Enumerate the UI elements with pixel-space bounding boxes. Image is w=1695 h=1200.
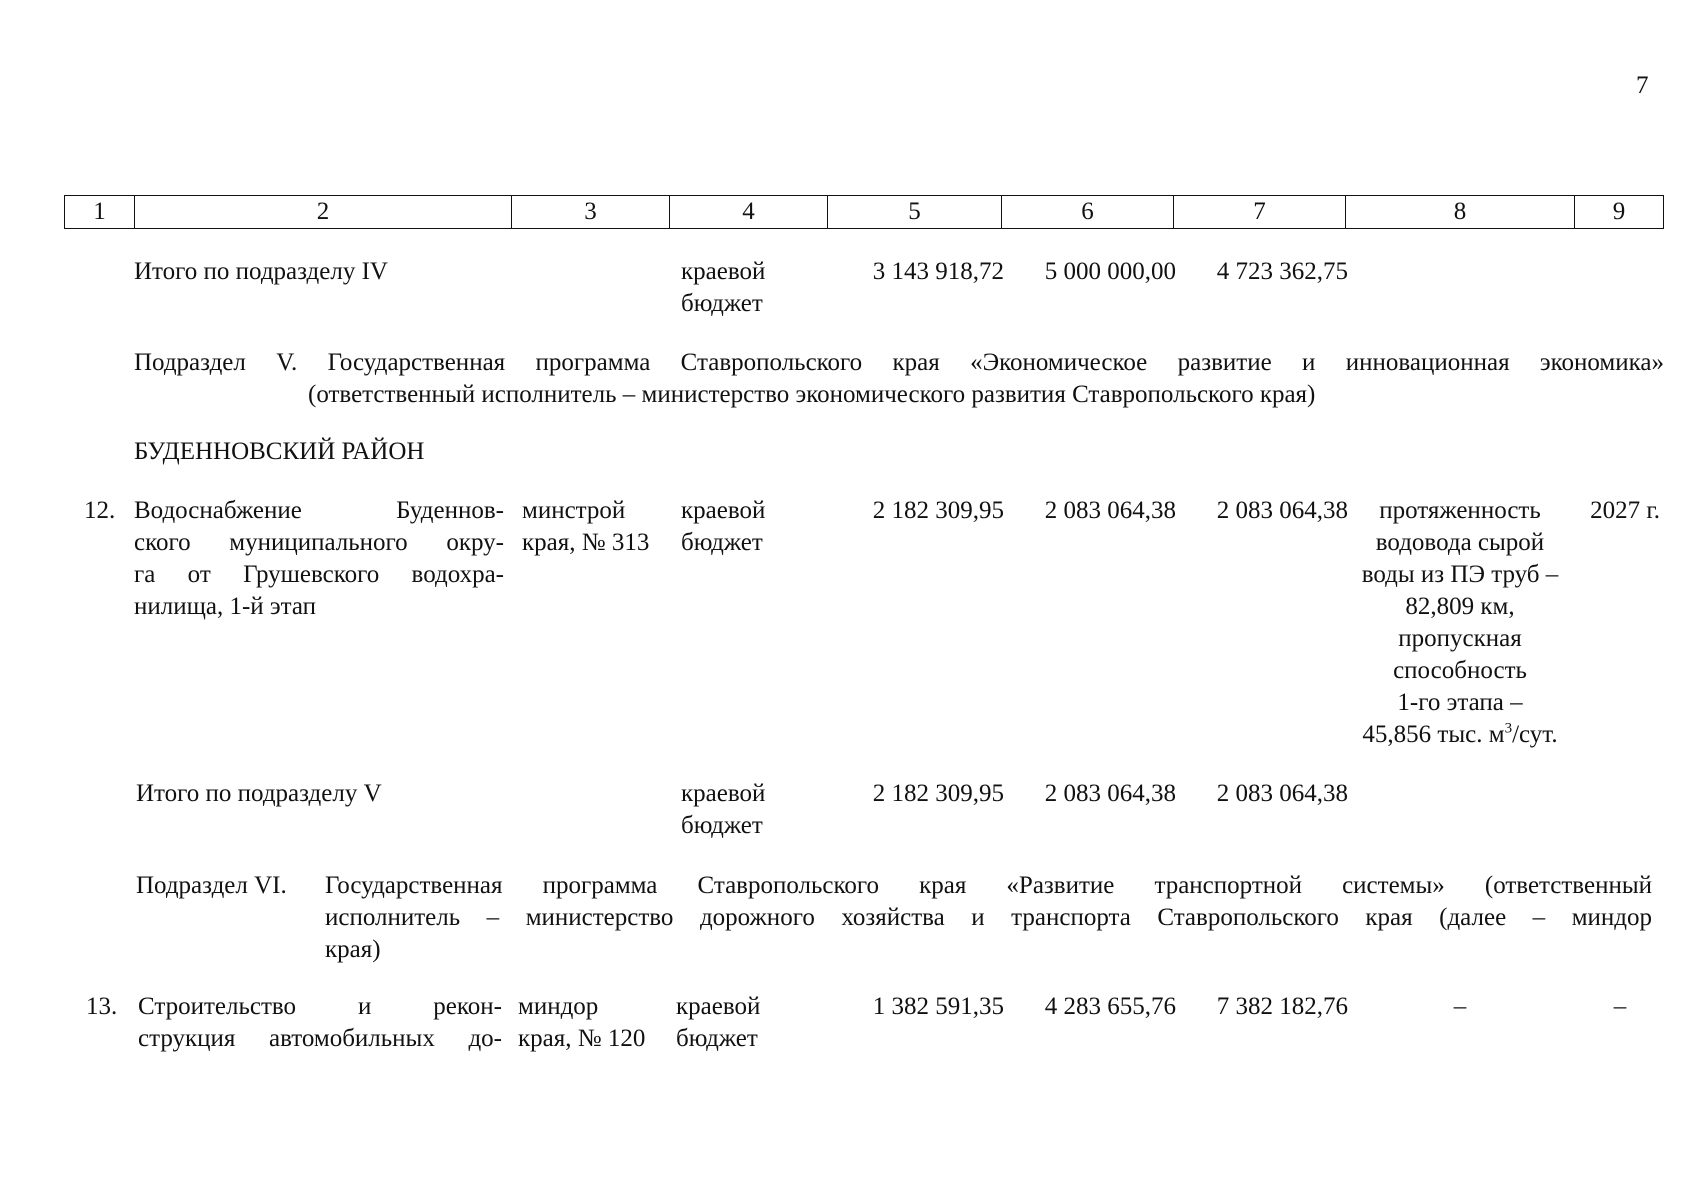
row13-number: 13.: [86, 993, 118, 1020]
row12-capacity-line8: [1340, 719, 1580, 751]
row13-customer-line1: миндор: [518, 993, 599, 1020]
row12-capacity-line2: водовода сырой: [1375, 529, 1545, 556]
district-heading: БУДЕННОВСКИЙ РАЙОН: [134, 438, 425, 465]
row12-source-1: краевой: [681, 497, 766, 524]
subsection-vi-line1: Государственная программа Ставропольского края «Развитие транспортной системы» (ответственный: [325, 872, 1652, 899]
row12-year: 2027 г.: [1590, 497, 1660, 524]
subsection-v-line1: Подраздел V. Государственная программа Ставропольского края «Экономическое развитие и инновационная экономика»: [134, 349, 1664, 376]
total-v-source-1: краевой: [681, 780, 766, 807]
row12-name-line3: га от Грушевского водохра-: [134, 561, 504, 588]
column-header-8: 8: [1346, 196, 1575, 228]
column-header-5: 5: [828, 196, 1002, 228]
row12-capacity-line4: 82,809 км,: [1405, 593, 1515, 620]
row12-capacity-line5: пропускная: [1398, 625, 1522, 652]
total-v-col5: 2 182 309,95: [872, 780, 1004, 807]
row13-source-1: краевой: [676, 993, 761, 1020]
row12-name-line4: нилища, 1-й этап: [134, 593, 317, 620]
row12-capacity-superscript: 3: [1504, 720, 1513, 737]
row12-capacity-value: 45,856 тыс. м: [1362, 721, 1505, 748]
row13-col9: –: [1613, 993, 1627, 1020]
row12-capacity-line3: воды из ПЭ труб –: [1361, 561, 1559, 588]
subsection-vi-line2: исполнитель – министерство дорожного хозяйства и транспорта Ставропольского края (далее – миндор: [325, 904, 1652, 931]
column-header-1: 1: [65, 196, 135, 228]
column-header-row: [64, 195, 1664, 229]
total-iv-col7: 4 723 362,75: [1216, 258, 1348, 285]
column-header-3: 3: [512, 196, 670, 228]
column-header-6: 6: [1002, 196, 1174, 228]
total-v-label: Итого по подразделу V: [136, 780, 382, 807]
row12-capacity-unit: /сут.: [1512, 721, 1558, 748]
total-iv-col6: 5 000 000,00: [1044, 258, 1176, 285]
row12-col7: 2 083 064,38: [1216, 497, 1348, 524]
column-header-7: 7: [1174, 196, 1346, 228]
row12-name-line2: ского муниципального окру-: [134, 529, 504, 556]
row13-col7: 7 382 182,76: [1216, 993, 1348, 1020]
subsection-vi-line3: края): [325, 936, 381, 963]
total-v-col6: 2 083 064,38: [1044, 780, 1176, 807]
row13-col8: –: [1453, 993, 1467, 1020]
row13-col5: 1 382 591,35: [872, 993, 1004, 1020]
row12-col5: 2 182 309,95: [872, 497, 1004, 524]
row13-source-2: бюджет: [676, 1025, 758, 1052]
total-iv-source-2: бюджет: [681, 290, 763, 317]
row13-name-line2: струкция автомобильных до-: [138, 1025, 502, 1052]
row12-capacity-line6: способность: [1393, 657, 1527, 684]
column-header-9: 9: [1612, 198, 1626, 225]
total-iv-source-1: краевой: [681, 258, 766, 285]
row12-capacity-line7: 1-го этапа –: [1397, 689, 1523, 716]
row12-number: 12.: [84, 497, 116, 524]
row12-capacity-line1: протяженность: [1379, 497, 1541, 524]
row12-customer-line2: края, № 313: [522, 529, 650, 556]
total-iv-label: Итого по подразделу IV: [134, 258, 388, 285]
row12-source-2: бюджет: [681, 529, 763, 556]
total-v-source-2: бюджет: [681, 812, 763, 839]
column-header-4: 4: [670, 196, 828, 228]
total-v-col7: 2 083 064,38: [1216, 780, 1348, 807]
row12-customer-line1: минстрой: [522, 497, 626, 524]
total-iv-col5: 3 143 918,72: [872, 258, 1004, 285]
row12-name-line1: Водоснабжение Буденнов-: [134, 497, 504, 524]
row13-name-line1: Строительство и рекон-: [138, 993, 502, 1020]
row13-col6: 4 283 655,76: [1044, 993, 1176, 1020]
subsection-vi-prefix: Подраздел VI.: [136, 872, 287, 899]
subsection-v-line2: (ответственный исполнитель – министерство экономического развития Ставропольского края): [308, 381, 1316, 408]
row12-col6: 2 083 064,38: [1044, 497, 1176, 524]
column-header-2: 2: [135, 196, 512, 228]
row13-customer-line2: края, № 120: [518, 1025, 646, 1052]
page-number: 7: [1636, 72, 1649, 99]
